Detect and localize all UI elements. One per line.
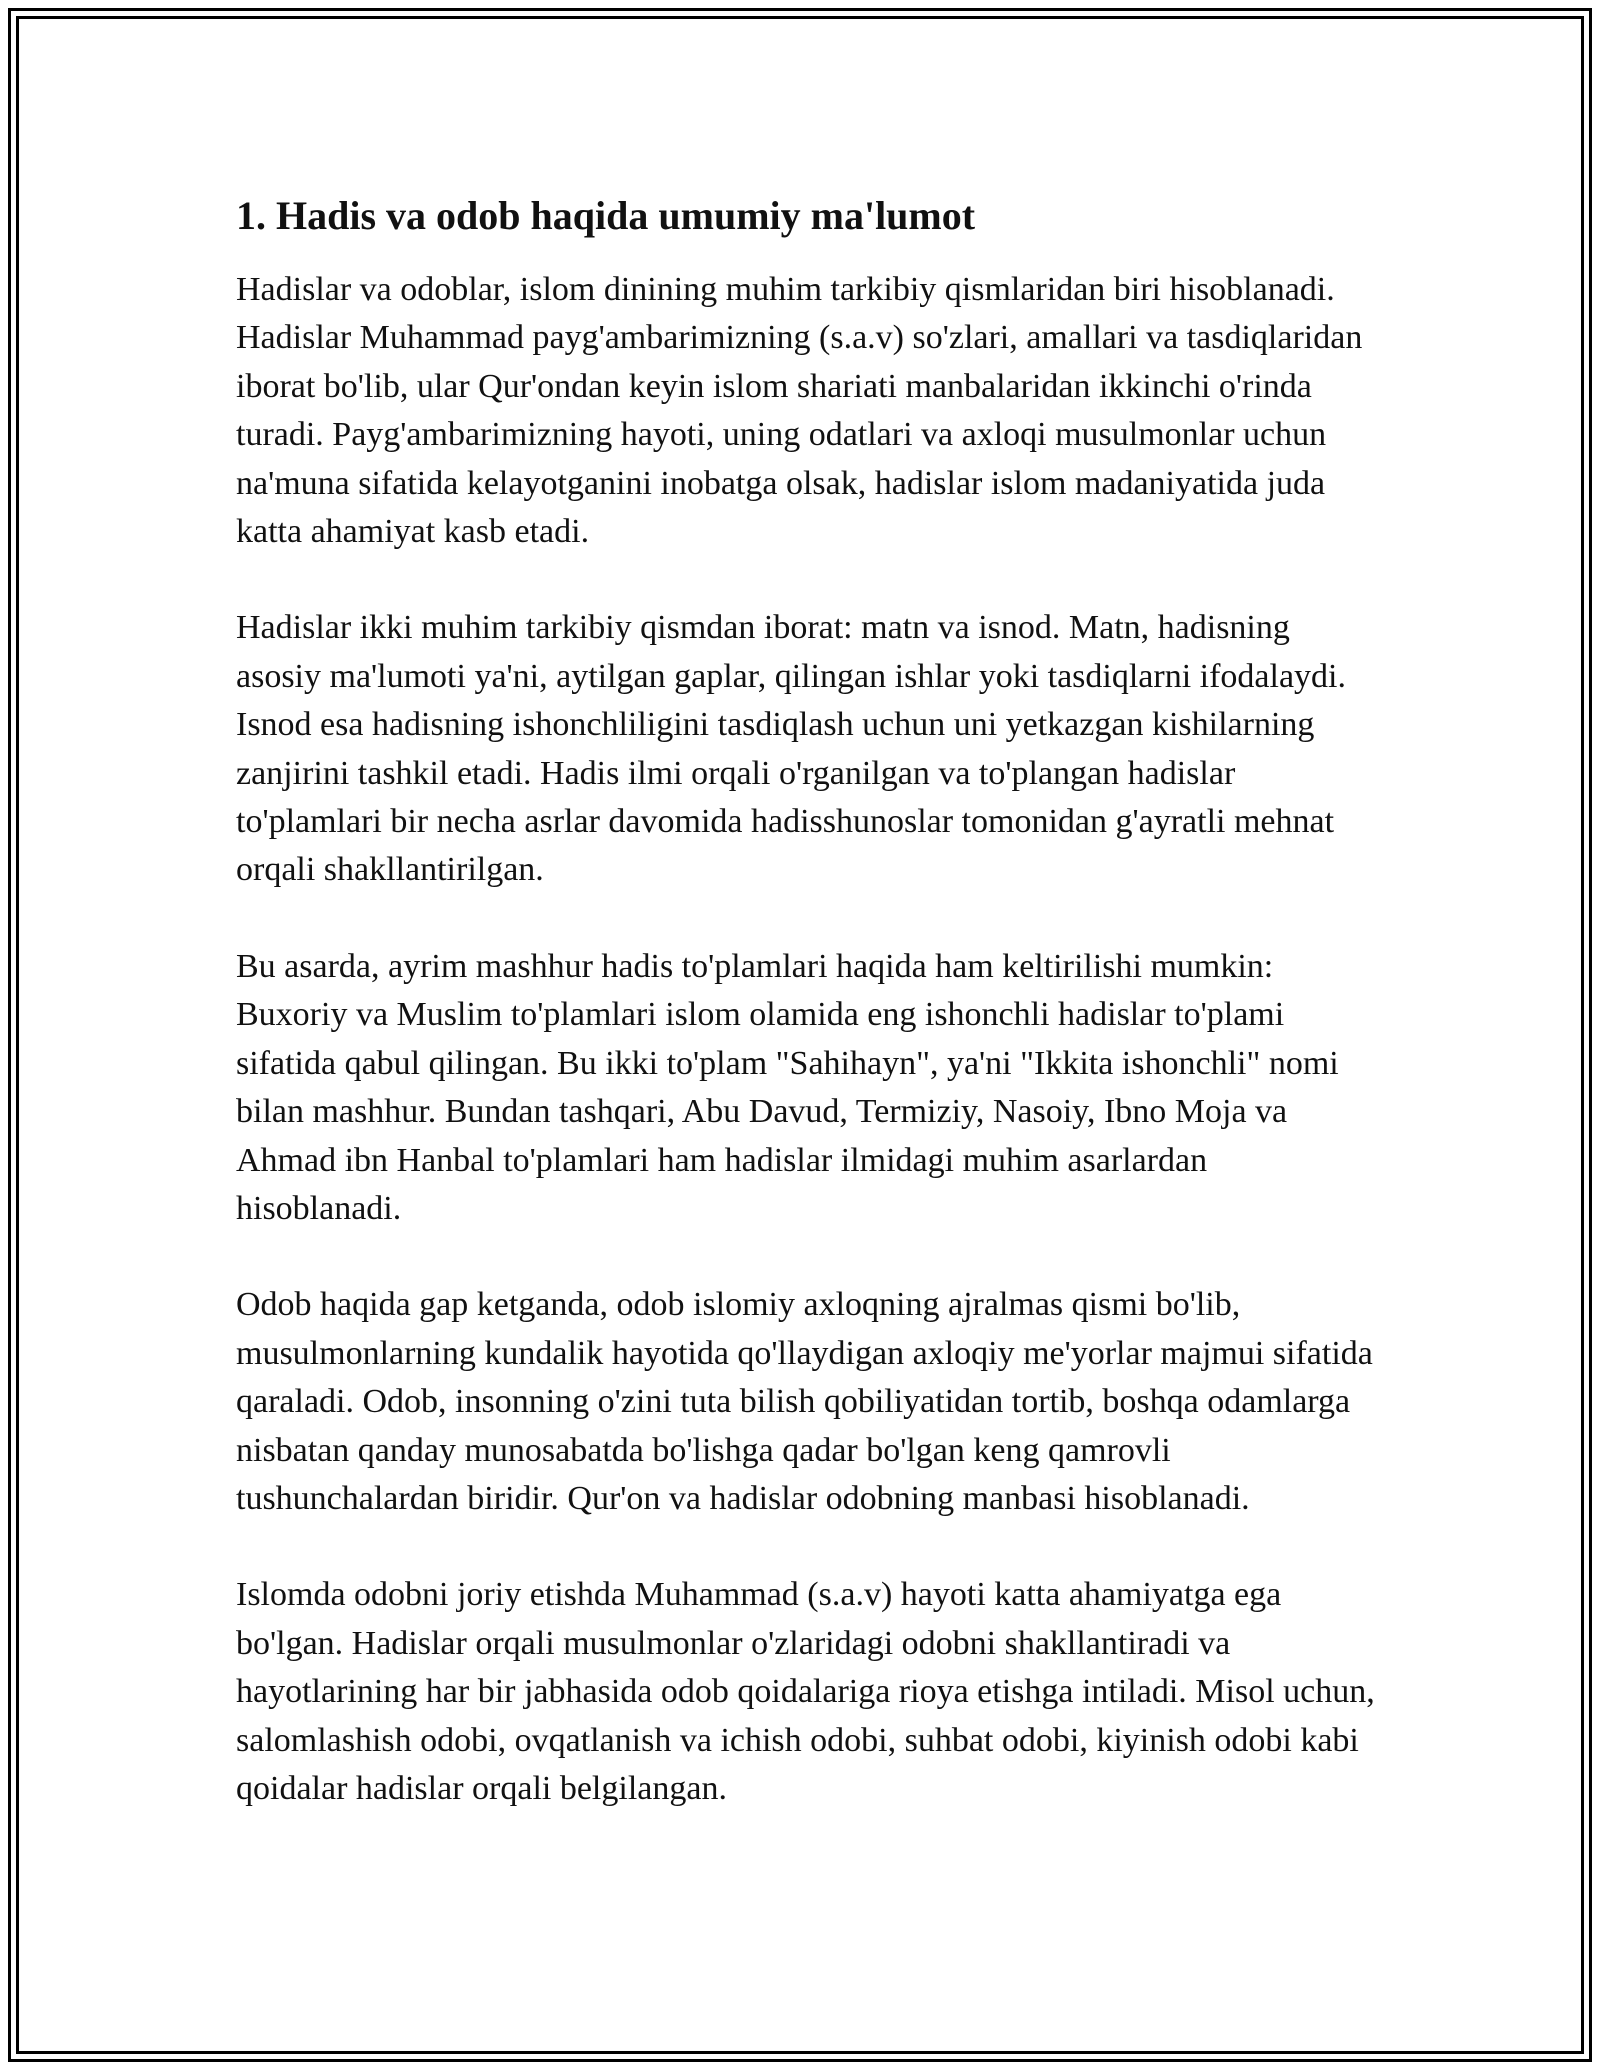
paragraph-odob-examples: Islomda odobni joriy etishda Muhammad (s.a.v) hayoti katta ahamiyatga ega bo'lgan. Hadislar orqali musulmonlar o'zlaridagi odobni shakllantiradi va hayotlarining har bir jabhasida odob qoidalariga rioya etishga intiladi. Misol uchun, salomlashish odobi, ovqatlanish va ichish odobi, suhbat odobi, kiyinish odobi kabi qoidalar hadislar orqali belgilangan. (236, 1576, 1375, 1807)
paragraph-matn-isnod: Hadislar ikki muhim tarkibiy qismdan iborat: matn va isnod. Matn, hadisning asosiy ma'lumoti ya'ni, aytilgan gaplar, qilingan ishlar yoki tasdiqlarni ifodalaydi. Isnod esa hadisning ishonchliligini tasdiqlash uchun uni yetkazgan kishilarning zanjirini tashkil etadi. Hadis ilmi orqali o'rganilgan va to'plangan hadislar to'plamlari bir necha asrlar davomida hadisshunoslar tomonidan g'ayratli mehnat orqali shakllantirilgan. (236, 609, 1346, 889)
document-body (236, 188, 1376, 1861)
section-heading: 1. Hadis va odob haqida umumiy ma'lumot (236, 193, 976, 238)
paragraph-hadis-collections: Bu asarda, ayrim mashhur hadis to'plamlari haqida ham keltirilishi mumkin: Buxoriy va Muslim to'plamlari islom olamida eng ishonchli hadislar to'plami sifatida qabul qilingan. Bu ikki to'plam "Sahihayn", ya'ni "Ikkita ishonchli" nomi bilan mashhur. Bundan tashqari, Abu Davud, Termiziy, Nasoiy, Ibno Moja va Ahmad ibn Hanbal to'plamlari ham hadislar ilmidagi muhim asarlardan hisoblanadi. (236, 947, 1339, 1227)
paragraph-hadis-intro: Hadislar va odoblar, islom dinining muhim tarkibiy qismlaridan biri hisoblanadi. Hadislar Muhammad payg'ambarimizning (s.a.v) so'zlari, amallari va tasdiqlaridan iborat bo'lib, ular Qur'ondan keyin islom shariati manbalaridan ikkinchi o'rinda turadi. Payg'ambarimizning hayoti, uning odatlari va axloqi musulmonlar uchun na'muna sifatida kelayotganini inobatga olsak, hadislar islom madaniyatida juda katta ahamiyat kasb etadi. (236, 271, 1363, 551)
paragraph-odob-definition: Odob haqida gap ketganda, odob islomiy axloqning ajralmas qismi bo'lib, musulmonlarning kundalik hayotida qo'llaydigan axloqiy me'yorlar majmui sifatida qaraladi. Odob, insonning o'zini tuta bilish qobiliyatidan tortib, boshqa odamlarga nisbatan qanday munosabatda bo'lishga qadar bo'lgan keng qamrovli tushunchalardan biridir. Qur'on va hadislar odobning manbasi hisoblanadi. (236, 1286, 1373, 1517)
